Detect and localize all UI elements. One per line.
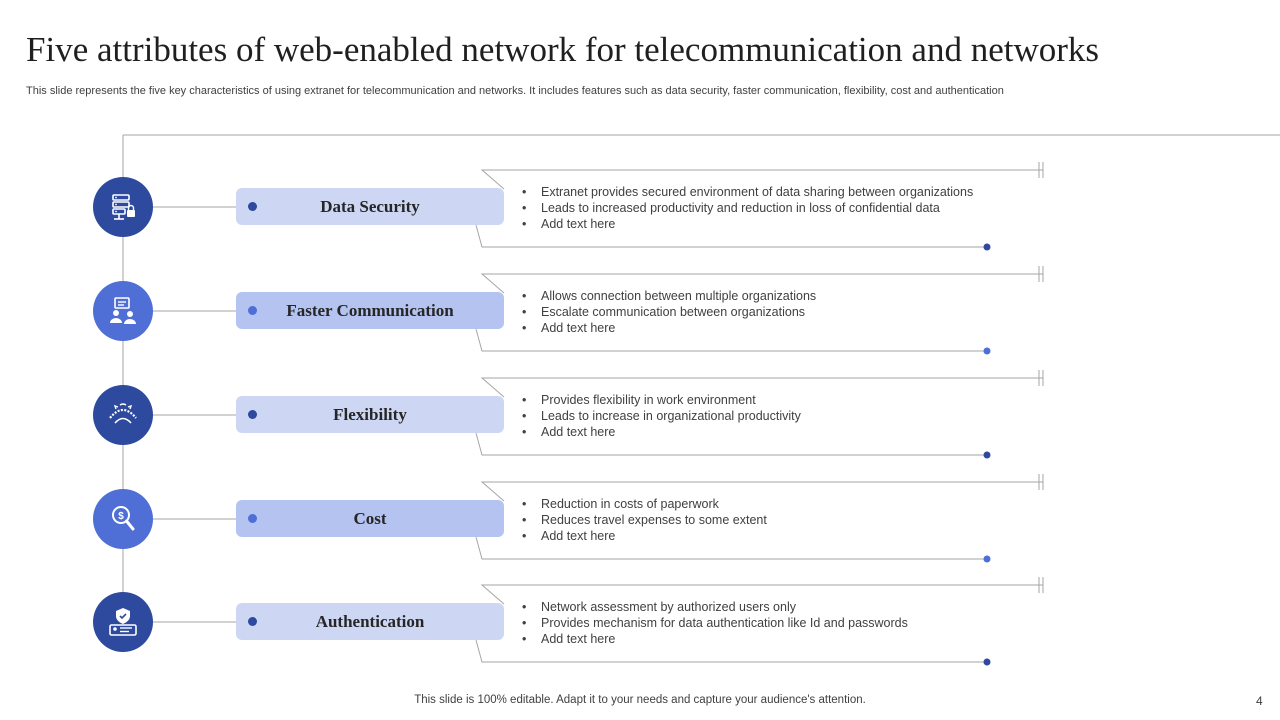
attribute-row	[0, 281, 1280, 385]
bullet-item: • Escalate communication between organizations	[522, 304, 816, 320]
pill-dot	[248, 617, 257, 626]
slide-subtitle: This slide represents the five key characteristics of using extranet for telecommunication and networks. It includes features such as data security, faster communication, flexibility, cost and authentication	[26, 85, 1004, 97]
attribute-bullets	[522, 184, 973, 232]
bullet-item: • Leads to increase in organizational productivity	[522, 408, 801, 424]
bullet-item: • Reduction in costs of paperwork	[522, 496, 767, 512]
bullet-item: • Add text here	[522, 528, 767, 544]
attribute-row	[0, 489, 1280, 593]
attribute-label: Cost	[353, 508, 387, 528]
attribute-bullets	[522, 288, 816, 336]
bullet-item: • Network assessment by authorized users only	[522, 599, 908, 615]
shield-id-icon	[93, 592, 153, 652]
attribute-bullets	[522, 392, 801, 440]
attribute-bullets	[522, 496, 767, 544]
attribute-pill	[236, 603, 504, 640]
bullet-item: • Provides mechanism for data authentication like Id and passwords	[522, 615, 908, 631]
attribute-row	[0, 177, 1280, 281]
attribute-label: Data Security	[320, 196, 420, 216]
bullet-item: • Provides flexibility in work environment	[522, 392, 801, 408]
bullet-item: • Add text here	[522, 320, 816, 336]
bullet-item: • Leads to increased productivity and reduction in loss of confidential data	[522, 200, 973, 216]
attribute-label: Flexibility	[333, 404, 407, 424]
attribute-pill	[236, 500, 504, 537]
pill-dot	[248, 306, 257, 315]
bullet-item: • Add text here	[522, 631, 908, 647]
bullet-item: • Add text here	[522, 216, 973, 232]
slide-footer: This slide is 100% editable. Adapt it to your needs and capture your audience's attention.	[414, 694, 866, 706]
attribute-bullets	[522, 599, 908, 647]
attribute-pill	[236, 396, 504, 433]
bullet-item: • Extranet provides secured environment of data sharing between organizations	[522, 184, 973, 200]
bullet-item: • Reduces travel expenses to some extent	[522, 512, 767, 528]
attribute-label: Authentication	[315, 611, 425, 631]
svg-text:$: $	[118, 511, 124, 522]
dollar-magnifier-icon	[93, 489, 153, 549]
bullet-item: • Allows connection between multiple organizations	[522, 288, 816, 304]
pill-dot	[248, 514, 257, 523]
attribute-row	[0, 385, 1280, 489]
server-lock-icon	[93, 177, 153, 237]
pill-dot	[248, 202, 257, 211]
attribute-pill	[236, 292, 504, 329]
slide-title: Five attributes of web-enabled network for telecommunication and networks	[26, 30, 1100, 69]
attribute-label: Faster Communication	[286, 300, 454, 320]
bullet-item: • Add text here	[522, 424, 801, 440]
attribute-pill	[236, 188, 504, 225]
attribute-row	[0, 592, 1280, 696]
pill-dot	[248, 410, 257, 419]
flexible-arc-icon	[93, 385, 153, 445]
users-screen-icon	[93, 281, 153, 341]
page-number: 4	[1256, 694, 1263, 708]
